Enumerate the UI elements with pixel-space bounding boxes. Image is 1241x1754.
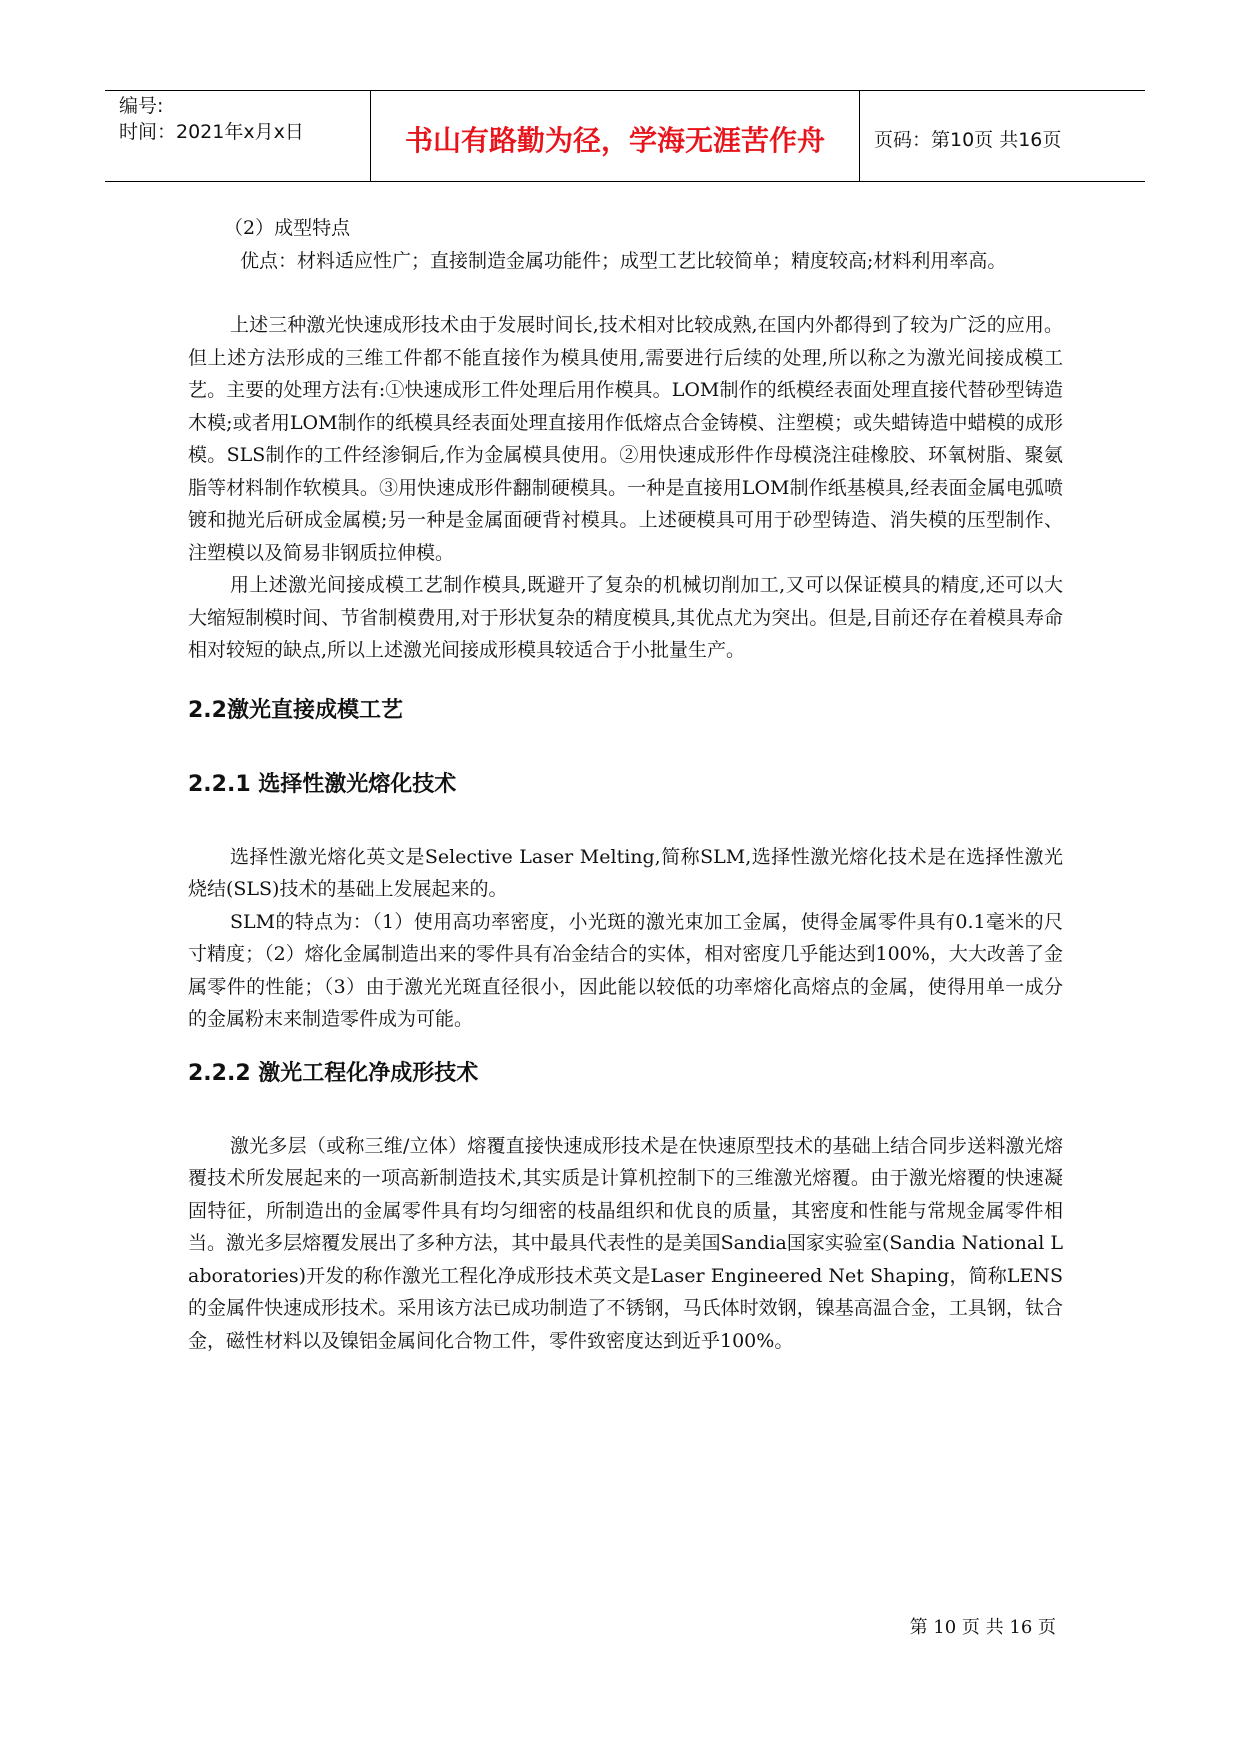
sub-heading-forming-features: （2）成型特点 (224, 217, 351, 239)
section-heading-2-2-2: 2.2.2 激光工程化净成形技术 (188, 1060, 479, 1086)
spacer (188, 727, 1063, 769)
slm-features-paragraph: SLM的特点为：（1）使用高功率密度，小光斑的激光束加工金属，使得金属零件具有0.1毫米的尺寸精度；（2）熔化金属制造出来的零件具有冶金结合的实体，相对密度几乎能达到100%，大大改善了金属零件的性能；（3）由于激光光斑直径很小，因此能以较低的功率熔化高熔点的金属，使得用单一成分的金属粉末来制造零件成为可能。 (188, 910, 1063, 1030)
header-right-cell (860, 91, 1145, 181)
document-number-label: 编号: (119, 95, 164, 117)
page-header (105, 90, 1145, 182)
header-motto: 书山有路勤为径，学海无涯苦作舟 (404, 124, 825, 157)
page-footer-number: 第 10 页 共 16 页 (909, 1617, 1056, 1638)
indirect-molding-summary-paragraph: 用上述激光间接成模工艺制作模具,既避开了复杂的机械切削加工,又可以保证模具的精度,还可以大大缩短制模时间、节省制模费用,对于形状复杂的精度模具,其优点尤为突出。但是,目前还存在着模具寿命相对较短的缺点,所以上述激光间接成形模具较适合于小批量生产。 (188, 574, 1063, 661)
header-middle-cell (370, 91, 860, 181)
header-page-info: 页码：第10页 共16页 (874, 129, 1062, 151)
section-heading-2-2: 2.2激光直接成模工艺 (188, 697, 403, 723)
document-time-label: 时间：2021年x月x日 (119, 121, 304, 143)
spacer (188, 667, 1063, 695)
slm-intro-paragraph: 选择性激光熔化英文是Selective Laser Melting,简称SLM,选择性激光熔化技术是在选择性激光烧结(SLS)技术的基础上发展起来的。 (188, 845, 1063, 900)
spacer (188, 1090, 1063, 1130)
lens-paragraph: 激光多层（或称三维/立体）熔覆直接快速成形技术是在快速原型技术的基础上结合同步送料激光熔覆技术所发展起来的一项高新制造技术,其实质是计算机控制下的三维激光熔覆。由于激光熔覆的快速凝固特征，所制造出的金属零件具有均匀细密的枝晶组织和优良的质量，其密度和性能与常规金属零件相当。激光多层熔覆发展出了多种方法，其中最具代表性的是美国Sandia国家实验室(Sandia National Laboratories)开发的称作激光工程化净成形技术英文是Laser Engineered Net Shaping，简称LENS的金属件快速成形技术。采用该方法已成功制造了不锈钢，马氏体时效钢，镍基高温合金，工具钢，钛合金，磁性材料以及镍铝金属间化合物工件，零件致密度达到近乎100%。 (188, 1134, 1063, 1352)
section-heading-2-2-1: 2.2.1 选择性激光熔化技术 (188, 771, 457, 797)
spacer (188, 801, 1063, 841)
spacer (188, 1036, 1063, 1058)
spacer (188, 277, 1063, 309)
header-left-cell (105, 91, 370, 181)
indirect-molding-paragraph: 上述三种激光快速成形技术由于发展时间长,技术相对比较成熟,在国内外都得到了较为广泛的应用。但上述方法形成的三维工件都不能直接作为模具使用,需要进行后续的处理,所以称之为激光间接成模工艺。主要的处理方法有:①快速成形工件处理后用作模具。LOM制作的纸模经表面处理直接代替砂型铸造木模;或者用LOM制作的纸模具经表面处理直接用作低熔点合金铸模、注塑模；或失蜡铸造中蜡模的成形模。SLS制作的工件经渗铜后,作为金属模具使用。②用快速成形件作母模浇注硅橡胶、环氧树脂、聚氨脂等材料制作软模具。③用快速成形件翻制硬模具。一种是直接用LOM制作纸基模具,经表面金属电弧喷镀和抛光后研成金属模;另一种是金属面硬背衬模具。上述硬模具可用于砂型铸造、消失模的压型制作、注塑模以及简易非钢质拉伸模。 (188, 314, 1063, 564)
document-body (188, 212, 1063, 1357)
advantages-paragraph: 优点：材料适应性广；直接制造金属功能件；成型工艺比较简单；精度较高;材料利用率高。 (240, 249, 1007, 272)
